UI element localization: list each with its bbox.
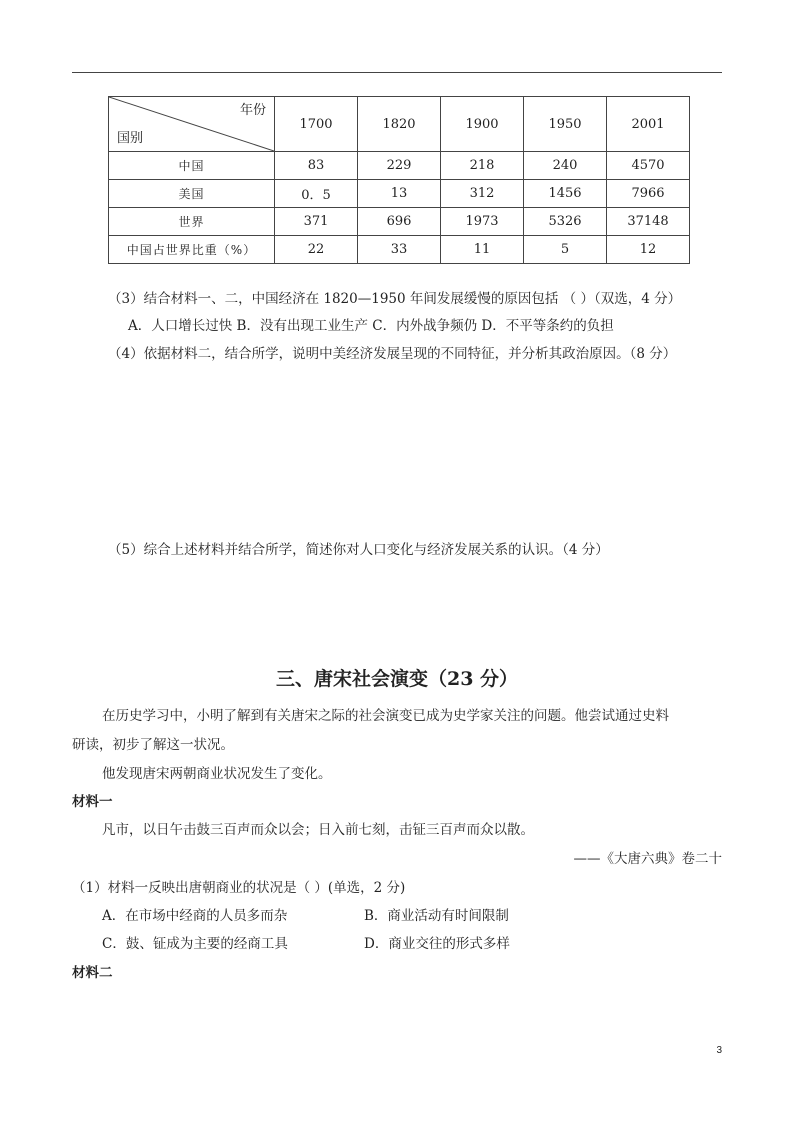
table-cell: 4570 bbox=[607, 152, 690, 180]
year-header: 1950 bbox=[524, 97, 607, 152]
page-number: 3 bbox=[716, 1045, 722, 1056]
table-cell: 37148 bbox=[607, 208, 690, 236]
table-row bbox=[109, 152, 690, 180]
material-1-source: ——《大唐六典》卷二十 bbox=[573, 851, 722, 867]
intro-paragraph-2: 他发现唐宋两朝商业状况发生了变化。 bbox=[102, 766, 332, 782]
table-cell: 11 bbox=[441, 236, 524, 264]
economy-table bbox=[108, 96, 690, 264]
table-row bbox=[109, 236, 690, 264]
table-cell: 33 bbox=[358, 236, 441, 264]
table-cell: 218 bbox=[441, 152, 524, 180]
year-header: 1900 bbox=[441, 97, 524, 152]
table-cell: 13 bbox=[358, 180, 441, 208]
table-header-row bbox=[109, 97, 690, 152]
table-cell: 1456 bbox=[524, 180, 607, 208]
table-cell: 5 bbox=[524, 236, 607, 264]
intro-paragraph-cont: 研读，初步了解这一状况。 bbox=[72, 737, 234, 753]
table-cell: 22 bbox=[275, 236, 358, 264]
table-cell: 83 bbox=[275, 152, 358, 180]
table-cell: 312 bbox=[441, 180, 524, 208]
table-cell: 696 bbox=[358, 208, 441, 236]
material-2-label: 材料二 bbox=[72, 965, 113, 981]
header-rule bbox=[72, 72, 722, 73]
country-axis-label: 国别 bbox=[117, 131, 144, 146]
row-label: 中国占世界比重（%） bbox=[109, 236, 275, 264]
table-cell: 12 bbox=[607, 236, 690, 264]
table-cell: 5326 bbox=[524, 208, 607, 236]
option-a: A．在市场中经商的人员多而杂 bbox=[102, 908, 288, 924]
table-cell: 0．5 bbox=[275, 180, 358, 208]
year-header: 2001 bbox=[607, 97, 690, 152]
question-4: （4）依据材料二，结合所学，说明中美经济发展呈现的不同特征，并分析其政治原因。（8 分） bbox=[108, 346, 677, 362]
diagonal-header-cell bbox=[109, 97, 275, 152]
year-header: 1700 bbox=[275, 97, 358, 152]
question-3: （3）结合材料一、二，中国经济在 1820—1950 年间发展缓慢的原因包括 （ ）（双选，4 分） bbox=[108, 291, 682, 307]
option-c: C．鼓、钲成为主要的经商工具 bbox=[102, 936, 288, 952]
intro-paragraph: 在历史学习中，小明了解到有关唐宋之际的社会演变已成为史学家关注的问题。他尝试通过史料 bbox=[102, 708, 669, 724]
section3-question-1: （1）材料一反映出唐朝商业的状况是（ ）(单选，2 分) bbox=[72, 880, 406, 896]
option-d: D．商业交往的形式多样 bbox=[364, 936, 510, 952]
section-title: 三、唐宋社会演变（23 分） bbox=[275, 668, 519, 690]
table-cell: 240 bbox=[524, 152, 607, 180]
row-label: 中国 bbox=[109, 152, 275, 180]
question-3-options: A．人口增长过快 B．没有出现工业生产 C．内外战争频仍 D．不平等条约的负担 bbox=[128, 318, 614, 334]
table-cell: 371 bbox=[275, 208, 358, 236]
material-1-quote: 凡市，以日午击鼓三百声而众以会；日入前七刻，击钲三百声而众以散。 bbox=[102, 822, 534, 838]
table-cell: 7966 bbox=[607, 180, 690, 208]
row-label: 世界 bbox=[109, 208, 275, 236]
row-label: 美国 bbox=[109, 180, 275, 208]
year-header: 1820 bbox=[358, 97, 441, 152]
option-b: B．商业活动有时间限制 bbox=[364, 908, 509, 924]
table-cell: 229 bbox=[358, 152, 441, 180]
table-row bbox=[109, 180, 690, 208]
year-axis-label: 年份 bbox=[239, 103, 266, 118]
table-row bbox=[109, 208, 690, 236]
table-cell: 1973 bbox=[441, 208, 524, 236]
material-1-label: 材料一 bbox=[72, 794, 113, 810]
question-5: （5）综合上述材料并结合所学，简述你对人口变化与经济发展关系的认识。（4 分） bbox=[108, 542, 609, 558]
